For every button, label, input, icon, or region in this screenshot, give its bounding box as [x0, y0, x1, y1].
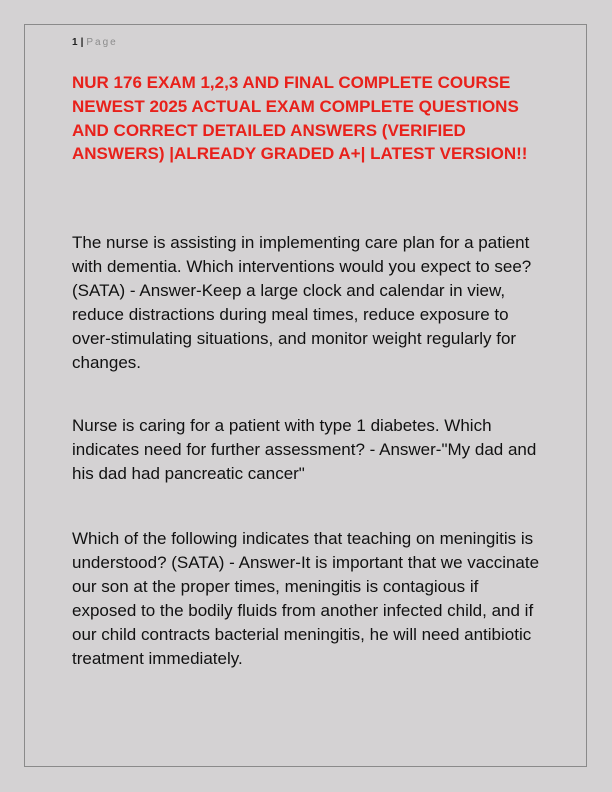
document-title: NUR 176 EXAM 1,2,3 AND FINAL COMPLETE COURSE NEWEST 2025 ACTUAL EXAM COMPLETE QUESTIONS AND CORRECT DETAILED ANSWERS (VERIFIED ANSWERS) |ALREADY GRADED A+| LATEST VERSION!! [72, 73, 528, 164]
page-number: 1 [72, 37, 78, 48]
page-label: Page [86, 37, 118, 48]
question-answer-3: Which of the following indicates that teaching on meningitis is understood? (SATA) - Answer-It is important that we vaccinate our son at the proper times, meningitis is contagious if exposed to the bodily fluids from another infected child, and if our child contracts bacterial meningitis, he will need antibiotic treatment immediately. [72, 529, 540, 668]
question-answer-2: Nurse is caring for a patient with type 1 diabetes. Which indicates need for further assessment? - Answer-"My dad and his dad had pancreatic cancer" [72, 416, 537, 483]
page-number-header [72, 36, 118, 50]
page-number-separator: | [80, 37, 84, 48]
question-answer-1: The nurse is assisting in implementing care plan for a patient with dementia. Which interventions would you expect to see? (SATA) - Answer-Keep a large clock and calendar in view, reduce distractions during meal times, reduce exposure to over-stimulating situations, and monitor weight regularly for changes. [72, 233, 532, 372]
